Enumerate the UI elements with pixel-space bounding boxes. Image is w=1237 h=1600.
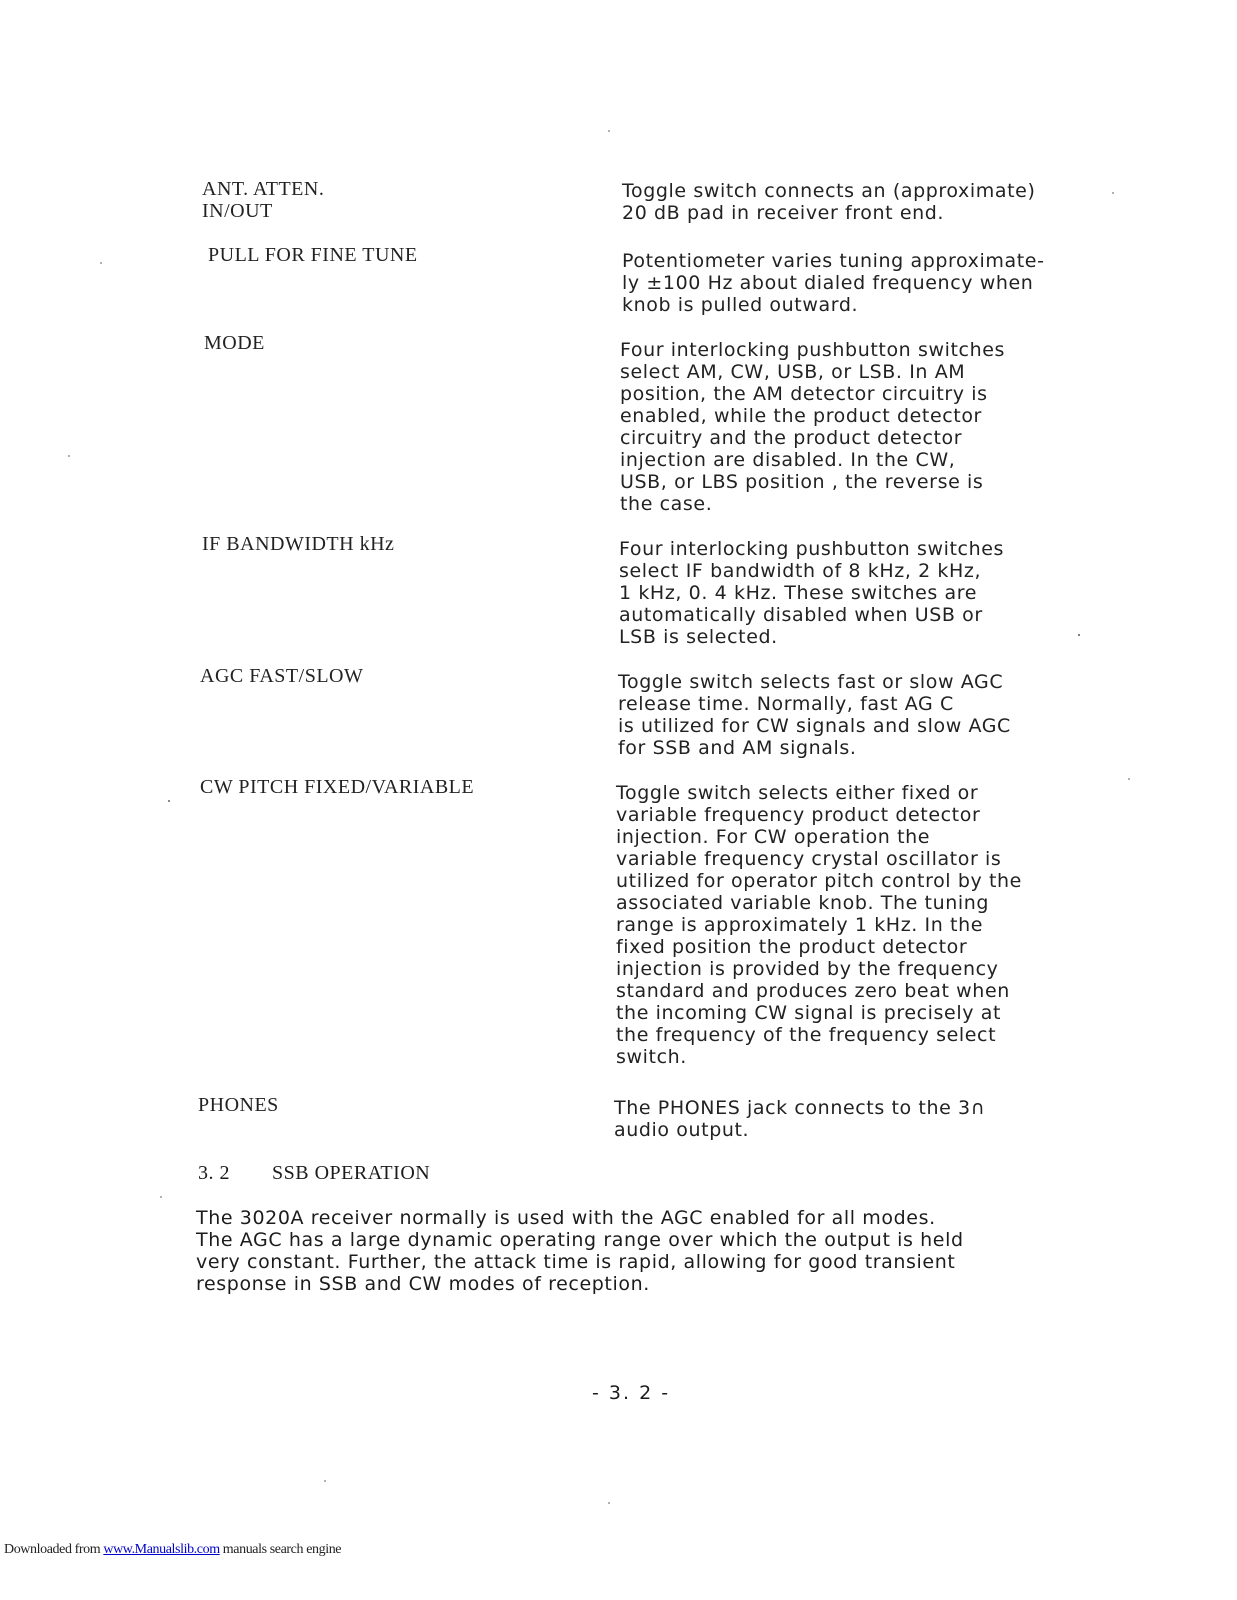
desc-ant-atten: Toggle switch connects an (approximate) 20 dB pad in receiver front end. — [622, 180, 1036, 224]
scan-speck — [68, 455, 70, 457]
scan-speck — [168, 800, 170, 802]
scan-speck — [1128, 778, 1130, 780]
section-number: 3. 2 — [198, 1162, 230, 1184]
desc-fine-tune: Potentiometer varies tuning approximate- ly ±100 Hz about dialed frequency when knob is pulled outward. — [622, 250, 1045, 316]
term-if-bandwidth: IF BANDWIDTH kHz — [202, 533, 395, 555]
scan-speck — [608, 1502, 610, 1504]
term-cw-pitch: CW PITCH FIXED/VARIABLE — [200, 776, 475, 798]
term-agc: AGC FAST/SLOW — [200, 665, 364, 687]
scan-speck — [160, 1196, 162, 1198]
scan-speck — [324, 1480, 326, 1482]
footer-suffix: manuals search engine — [219, 1542, 342, 1557]
download-footer — [4, 1542, 341, 1558]
term-phones: PHONES — [198, 1094, 279, 1116]
scan-speck — [608, 130, 610, 132]
desc-agc: Toggle switch selects fast or slow AGC release time. Normally, fast AG C is utilized for CW signals and slow AGC for SSB and AM signals. — [618, 671, 1011, 759]
page-number: - 3. 2 - — [592, 1382, 671, 1404]
scan-speck — [100, 262, 102, 264]
term-mode: MODE — [204, 332, 265, 354]
term-ant-atten: ANT. ATTEN. IN/OUT — [202, 178, 325, 222]
term-fine-tune: PULL FOR FINE TUNE — [208, 244, 418, 266]
footer-prefix: Downloaded from — [4, 1542, 104, 1557]
section-title: SSB OPERATION — [272, 1162, 431, 1184]
manualslib-link[interactable]: www.Manualslib.com — [103, 1542, 220, 1557]
desc-if-bandwidth: Four interlocking pushbutton switches select IF bandwidth of 8 kHz, 2 kHz, 1 kHz, 0. 4 kHz. These switches are automatically disabled when USB or LSB is selected. — [619, 538, 1005, 648]
section-body: The 3020A receiver normally is used with the AGC enabled for all modes. The AGC has a large dynamic operating range over which the output is held very constant. Further, the attack time is rapid, allowing for good transient response in SSB and CW modes of reception. — [196, 1207, 964, 1295]
scan-speck — [1112, 192, 1114, 194]
scan-speck — [1078, 634, 1080, 636]
desc-cw-pitch: Toggle switch selects either fixed or variable frequency product detector injection. For CW operation the variable frequency crystal oscillator is utilized for operator pitch control by the associated variable knob. The tuning range is approximately 1 kHz. In the fixed position the product detector injection is provided by the frequency standard and produces zero beat when the incoming CW signal is precisely at the frequency of the frequency select switch. — [616, 782, 1022, 1068]
desc-phones: The PHONES jack connects to the 3∩ audio output. — [614, 1097, 986, 1141]
desc-mode: Four interlocking pushbutton switches select AM, CW, USB, or LSB. In AM position, the AM detector circuitry is enabled, while the product detector circuitry and the product detector injection are disabled. In the CW, USB, or LBS position , the reverse is the case. — [620, 339, 1006, 515]
